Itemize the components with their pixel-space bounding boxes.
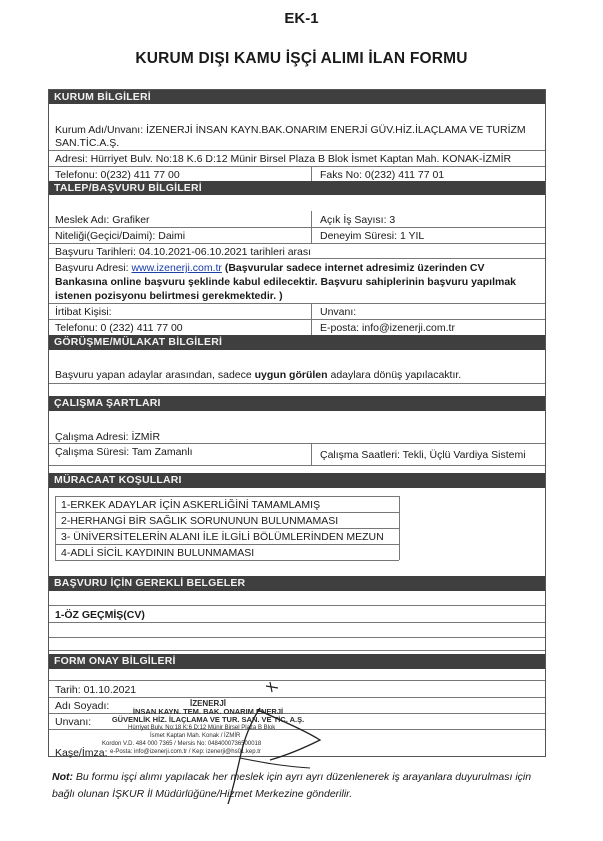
basvuru-adresi-label: Başvuru Adresi: <box>55 262 129 274</box>
divider <box>49 243 545 244</box>
onay-adi-soyadi: Adı Soyadı: <box>55 700 110 712</box>
stamp-line: Hürriyet Bulv. No:18 K:6 D:12 Münir Birsel Plaza B Blok <box>128 725 276 731</box>
divider <box>49 605 545 606</box>
kosul-item: 3- ÜNİVERSİTELERİN ALANI İLE İLGİLİ BÖLÜMLERİNDEN MEZUN <box>61 531 384 543</box>
basvuru-adresi-link[interactable]: www.izenerji.com.tr <box>131 262 222 274</box>
divider <box>55 496 56 560</box>
section-kurum: KURUM BİLGİLERİ <box>49 90 545 104</box>
kosul-item: 2-HERHANGİ BİR SAĞLIK SORUNUNUN BULUNMAMASI <box>61 515 339 527</box>
divider <box>49 637 545 638</box>
kurum-adi-line2: SAN.TİC.A.Ş. <box>55 137 120 149</box>
section-calisma: ÇALIŞMA ŞARTLARI <box>49 396 545 411</box>
basvuru-tarihleri: Başvuru Tarihleri: 04.10.2021-06.10.2021 tarihleri arası <box>55 246 312 258</box>
kosul-item: 4-ADLİ SİCİL KAYDININ BULUNMAMASI <box>61 547 255 559</box>
footer-note-line2: bağlı olunan İŞKUR İl Müdürlüğüne/Hizmet Merkezine gönderilir. <box>52 788 353 800</box>
divider <box>311 166 312 182</box>
footer-note <box>52 769 572 803</box>
annex-label: EK-1 <box>284 10 319 27</box>
divider <box>399 496 400 560</box>
kosul-item: 1-ERKEK ADAYLAR İÇİN ASKERLİĞİNİ TAMAMLAMIŞ <box>61 499 321 511</box>
irtibat-unvani: Unvanı: <box>320 306 357 318</box>
onay-tarih: Tarih: 01.10.2021 <box>55 684 137 696</box>
calisma-saatleri: Çalışma Saatleri: Tekli, Üçlü Vardiya Sistemi <box>320 449 526 461</box>
stamp-line: İNSAN KAYN. TEM. BAK. ONARIM ENERJİ <box>132 707 284 716</box>
gorusme-text-b: adaylara dönüş yapılacaktır. <box>327 369 462 381</box>
divider <box>55 544 399 545</box>
acik-is-sayisi: Açık İş Sayısı: 3 <box>320 214 396 226</box>
divider <box>49 303 545 304</box>
kurum-adres: Adresi: Hürriyet Bulv. No:18 K.6 D:12 Münir Birsel Plaza B Blok İsmet Kaptan Mah. KONAK-İZMİR <box>55 153 512 165</box>
meslek-adi: Meslek Adı: Grafiker <box>55 214 150 226</box>
divider <box>55 512 399 513</box>
footer-note-line1 <box>52 769 572 786</box>
calisma-suresi: Çalışma Süresi: Tam Zamanlı <box>55 446 193 458</box>
divider <box>49 622 545 623</box>
stamp-line: e-Posta: info@izenerji.com.tr / Kep: izenerji@hs01.kep.tr <box>110 749 261 755</box>
deneyim-suresi: Deneyim Süresi: 1 YIL <box>320 230 425 242</box>
calisma-adresi: Çalışma Adresi: İZMİR <box>55 431 161 443</box>
section-onay: FORM ONAY BİLGİLERİ <box>49 654 545 669</box>
gorusme-text-a: Başvuru yapan adaylar arasından, sadece <box>55 369 255 381</box>
divider <box>49 150 545 151</box>
note-text: Bu formu işçi alımı yapılacak her meslek için ayrı ayrı düzenlenerek iş arayanlara duyurulması için <box>73 771 532 783</box>
divider <box>49 465 545 466</box>
divider <box>49 650 545 651</box>
belge-item: 1-ÖZ GEÇMİŞ(CV) <box>55 609 145 621</box>
section-belgeler: BAŞVURU İÇİN GEREKLİ BELGELER <box>49 576 545 591</box>
stamp-line: GÜVENLİK HİZ. İLAÇLAMA VE TUR. SAN. VE TİC. A.Ş. <box>111 715 305 724</box>
stamp-line: Kordon V.D. 484 000 7365 / Mersis No: 0484000736500018 <box>102 741 262 747</box>
divider <box>49 166 545 167</box>
divider <box>49 383 545 384</box>
kurum-adi-line1: Kurum Adı/Unvanı: İZENERJİ İNSAN KAYN.BAK.ONARIM ENERJİ GÜV.HİZ.İLAÇLAMA VE TURİZM <box>55 124 526 136</box>
gorusme-text-bold: uygun görülen <box>254 369 328 381</box>
talep-eposta: E-posta: info@izenerji.com.tr <box>320 322 455 334</box>
onay-unvani: Unvanı: <box>55 716 92 728</box>
stamp-line: İZENERJİ <box>189 699 226 708</box>
onay-kase-imza: Kaşe/İmza: <box>55 747 108 759</box>
section-gorusme: GÖRÜŞME/MÜLAKAT BİLGİLERİ <box>49 335 545 350</box>
divider <box>55 560 399 561</box>
gorusme-text <box>51 369 465 381</box>
divider <box>55 528 399 529</box>
section-talep: TALEP/BAŞVURU BİLGİLERİ <box>49 181 545 195</box>
basvuru-note-line2: Bankasına online başvuru şeklinde kabul edilecektir. Başvuru sahiplerinin başvuru yapılmak <box>55 276 517 288</box>
form-table <box>48 89 546 757</box>
divider <box>49 443 545 444</box>
note-label: Not: <box>52 771 73 783</box>
divider <box>49 258 545 259</box>
talep-telefon: Telefonu: 0 (232) 411 77 00 <box>55 322 183 334</box>
kurum-telefon: Telefonu: 0(232) 411 77 00 <box>55 169 180 181</box>
form-title: KURUM DIŞI KAMU İŞÇİ ALIMI İLAN FORMU <box>135 50 468 67</box>
kurum-faks: Faks No: 0(232) 411 77 01 <box>320 169 445 181</box>
basvuru-adresi-note: (Başvurular sadece internet adresimiz üzerinden CV <box>224 262 485 274</box>
irtibat-kisisi: İrtibat Kişisi: <box>55 306 112 318</box>
divider <box>311 443 312 465</box>
divider <box>49 227 545 228</box>
divider <box>55 496 399 497</box>
basvuru-note-line3: istenen pozisyonu belirtmesi gerekmektedir. ) <box>55 290 283 302</box>
divider <box>49 319 545 320</box>
basvuru-adresi <box>51 262 489 274</box>
niteligi: Niteliği(Geçici/Daimi): Daimi <box>55 230 186 242</box>
stamp-line: İsmet Kaptan Mah. Konak / İZMİR <box>150 733 241 739</box>
section-muracaat: MÜRACAAT KOŞULLARI <box>49 473 545 488</box>
